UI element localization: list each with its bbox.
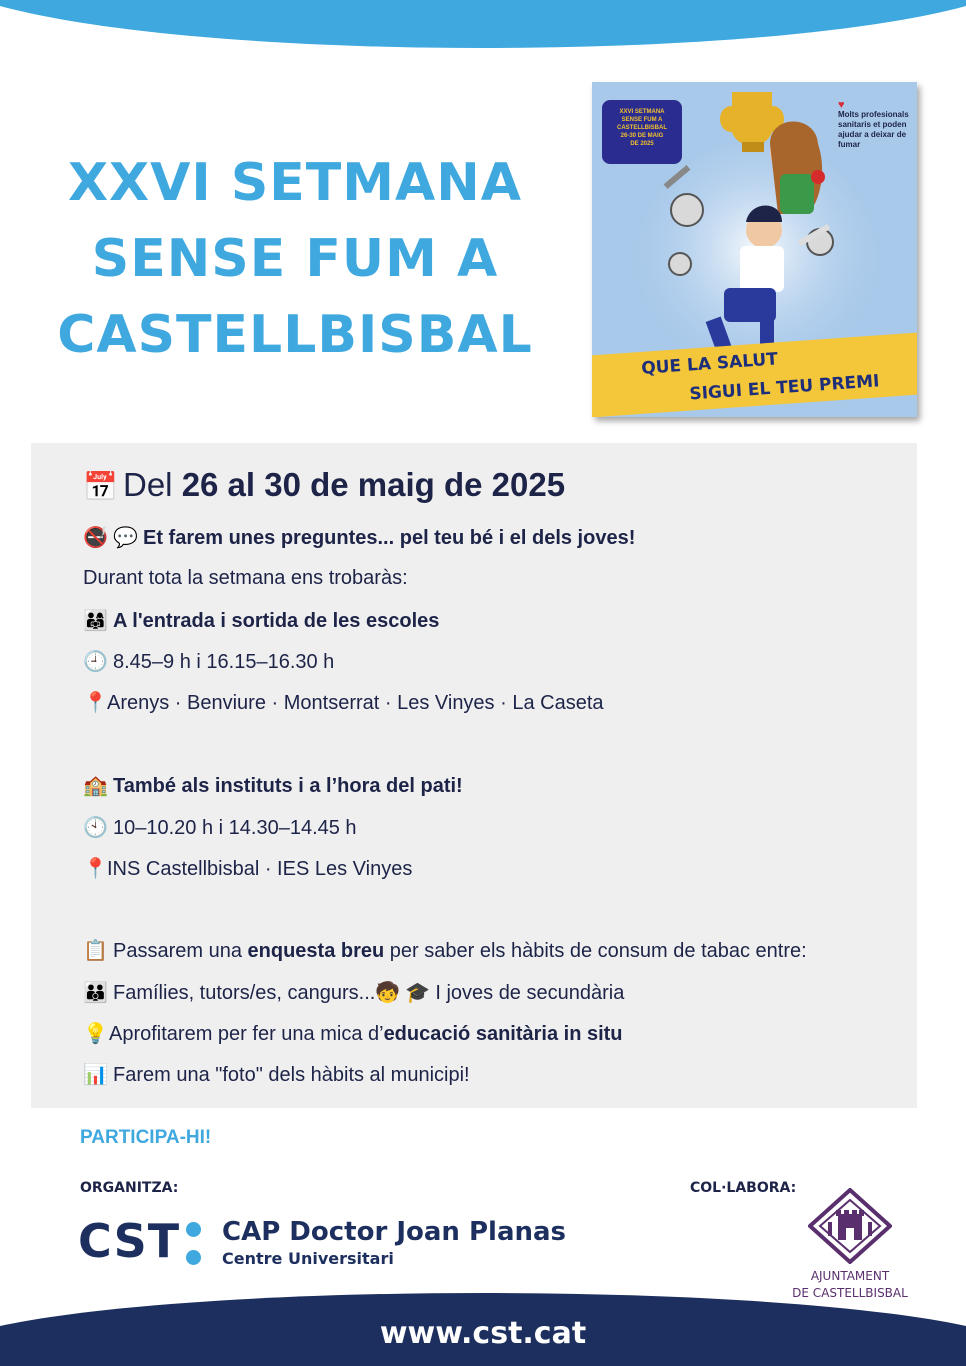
cap-subtitle: Centre Universitari: [222, 1249, 394, 1268]
cap-name: CAP Doctor Joan Planas: [222, 1217, 567, 1247]
website-link[interactable]: www.cst.cat: [379, 1316, 587, 1351]
page-title: [40, 145, 550, 373]
family-icon: 👨‍👩‍👧: [83, 608, 108, 632]
no-smoking-icon: 🚭: [83, 525, 108, 549]
clipboard-icon: 📋: [83, 938, 108, 962]
campaign-poster-image: [592, 82, 917, 417]
questions-line: 🚭 💬 Et farem unes preguntes... pel teu bé i el dels joves!: [83, 525, 636, 549]
top-wave-decoration: [0, 0, 966, 70]
families-line: 👪 Famílies, tutors/es, cangurs...🧒 🎓 I joves de secundària: [83, 980, 625, 1004]
poster-date-bubble: XXVI SETMANA SENSE FUM A CASTELLBISBAL 26-30 DE MAIG DE 2025: [602, 100, 682, 164]
title-line-1: XXVI SETMANA: [67, 153, 523, 213]
education-line: 💡Aprofitarem per fer una mica d’educació sanitària in situ: [83, 1021, 623, 1045]
poster-note: ♥ Molts profesionals sanitaris et poden ajudar a deixar de fumar: [838, 100, 916, 150]
call-to-action: PARTICIPA-HI!: [80, 1127, 212, 1148]
lightbulb-icon: 💡: [83, 1021, 108, 1045]
survey-line: 📋 Passarem una enquesta breu per saber els hàbits de consum de tabac entre:: [83, 938, 807, 962]
heart-icon: ♥: [838, 99, 845, 111]
cst-logo-dots: [186, 1222, 202, 1268]
schools-places: 📍Arenys · Benviure · Montserrat · Les Vinyes · La Caseta: [83, 690, 604, 714]
calendar-icon: 📅: [83, 470, 118, 503]
institutes-heading: 🏫 També als instituts i a l’hora del pati!: [83, 773, 463, 797]
ajuntament-name: AJUNTAMENT DE CASTELLBISBAL: [792, 1269, 908, 1300]
collaborator-label: COL·LABORA:: [690, 1180, 797, 1196]
family-icon: 👪: [83, 980, 108, 1004]
poster-slogan-line-2: SIGUI EL TEU PREMI: [592, 362, 917, 417]
poster-slogan-line-1: QUE LA SALUT: [592, 332, 917, 390]
schools-heading: 👨‍👩‍👧 A l'entrada i sortida de les escoles: [83, 608, 440, 632]
castellbisbal-emblem-icon: [808, 1188, 892, 1264]
pin-icon: 📍: [83, 690, 108, 714]
institutes-time: 🕙 10–10.20 h i 14.30–14.45 h: [83, 815, 357, 839]
photo-line: 📊 Farem una "foto" dels hàbits al municipi!: [83, 1062, 470, 1086]
schools-time: 🕘 8.45–9 h i 16.15–16.30 h: [83, 649, 335, 673]
boy-icon: 🧒: [375, 980, 401, 1004]
organizer-label: ORGANITZA:: [80, 1180, 179, 1196]
pin-icon: 📍: [83, 856, 108, 880]
title-line-2: SENSE FUM A: [91, 229, 499, 289]
info-panel: [31, 443, 917, 1108]
event-dates: 📅 Del 26 al 30 de maig de 2025: [83, 466, 566, 503]
chart-icon: 📊: [83, 1062, 108, 1086]
graduation-cap-icon: 🎓: [405, 980, 431, 1004]
clock-icon: 🕙: [83, 815, 108, 839]
clock-icon: 🕘: [83, 649, 108, 673]
title-line-3: CASTELLBISBAL: [57, 305, 533, 365]
intro-line: Durant tota la setmana ens trobaràs:: [83, 567, 408, 589]
school-icon: 🏫: [83, 773, 108, 797]
cst-logo-text: CST: [78, 1214, 181, 1268]
institutes-places: 📍INS Castellbisbal · IES Les Vinyes: [83, 856, 413, 880]
speech-bubble-icon: 💬: [113, 525, 138, 549]
